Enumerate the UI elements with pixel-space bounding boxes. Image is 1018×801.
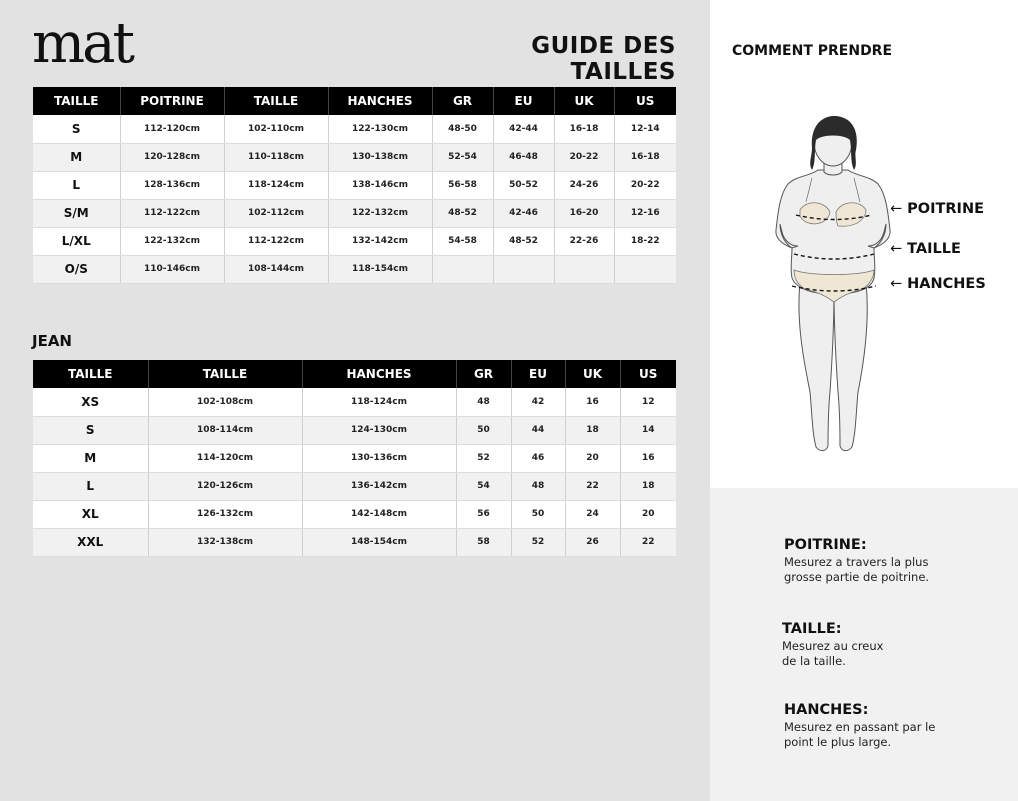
measurement-cell: 108-114cm [148,416,302,444]
measurement-cell: 120-128cm [120,143,224,171]
measurement-cell: 50 [511,500,565,528]
measurement-cell: 110-118cm [224,143,328,171]
column-header: EU [511,360,565,388]
measurement-cell: 24-26 [554,171,614,199]
measurement-cell: 136-142cm [302,472,456,500]
callout-taille [890,241,961,257]
measurement-cell: 16-18 [554,115,614,143]
measurement-cell: 52-54 [432,143,493,171]
measurement-cell: 50-52 [493,171,554,199]
measurement-cell: 130-138cm [328,143,432,171]
measurement-cell: 16-18 [614,143,676,171]
callout-label: TAILLE [907,241,961,257]
measurement-cell: 52 [511,528,565,556]
tip-text: Mesurez a travers la plus grosse partie de poitrine. [784,555,930,584]
column-header: US [614,87,676,115]
measurement-cell: 20-22 [614,171,676,199]
callout-label: POITRINE [907,201,984,217]
measurement-cell: 110-146cm [120,255,224,283]
jean-section-heading: JEAN [32,332,72,350]
jean-table-header-row [33,360,676,388]
jean-size-row [33,472,676,500]
column-header: GR [432,87,493,115]
size-label-cell: XXL [33,528,148,556]
measurement-cell: 128-136cm [120,171,224,199]
measurement-cell: 122-132cm [328,199,432,227]
column-header: HANCHES [328,87,432,115]
size-row [33,255,676,283]
how-to-measure-title: COMMENT PRENDRE [732,43,893,59]
measurement-cell: 18 [620,472,676,500]
measurement-cell: 48-52 [432,199,493,227]
measurement-cell: 118-154cm [328,255,432,283]
measurement-cell: 112-120cm [120,115,224,143]
tip-poitrine [784,537,1004,585]
measurement-cell: 12-16 [614,199,676,227]
size-label-cell: O/S [33,255,120,283]
measurement-cell [554,255,614,283]
measurement-cell: 118-124cm [224,171,328,199]
measurement-cell: 130-136cm [302,444,456,472]
measurement-cell: 14 [620,416,676,444]
column-header: TAILLE [33,360,148,388]
measurement-cell: 26 [565,528,620,556]
jean-size-table [33,360,676,557]
size-label-cell: M [33,143,120,171]
size-label-cell: L [33,171,120,199]
measurement-cell: 48 [456,388,511,416]
measurement-cell: 16-20 [554,199,614,227]
measurement-cell: 54-58 [432,227,493,255]
measurement-cell: 18 [565,416,620,444]
measurement-cell: 148-154cm [302,528,456,556]
column-header: TAILLE [33,87,120,115]
size-row [33,199,676,227]
column-header: UK [565,360,620,388]
measurement-cell: 20 [565,444,620,472]
column-header: HANCHES [302,360,456,388]
measurement-cell: 138-146cm [328,171,432,199]
measurement-cell: 54 [456,472,511,500]
measurement-cell: 12 [620,388,676,416]
size-table [33,87,676,284]
size-row [33,115,676,143]
tip-hanches [784,702,1004,750]
measurement-cell: 102-112cm [224,199,328,227]
measurement-cell [432,255,493,283]
measurement-cell: 56-58 [432,171,493,199]
measurement-cell: 124-130cm [302,416,456,444]
measurement-cell: 46 [511,444,565,472]
measurement-cell: 42 [511,388,565,416]
measurement-cell: 50 [456,416,511,444]
tip-label: TAILLE: [782,621,842,637]
size-table-header-row [33,87,676,115]
measurement-cell: 142-148cm [302,500,456,528]
measurement-cell: 122-130cm [328,115,432,143]
jean-size-row [33,416,676,444]
measurement-cell [614,255,676,283]
measurement-cell: 22 [565,472,620,500]
jean-size-row [33,528,676,556]
measurement-cell: 12-14 [614,115,676,143]
size-row [33,143,676,171]
measurement-cell: 52 [456,444,511,472]
measurement-cell: 58 [456,528,511,556]
measurement-cell: 42-44 [493,115,554,143]
measurement-cell: 18-22 [614,227,676,255]
measurement-cell: 56 [456,500,511,528]
body-figure-illustration [770,112,903,462]
brand-logo: mat [32,11,132,76]
size-label-cell: XL [33,500,148,528]
size-label-cell: S [33,416,148,444]
measurement-cell: 48 [511,472,565,500]
callout-label: HANCHES [907,276,986,292]
size-label-cell: L/XL [33,227,120,255]
size-label-cell: S [33,115,120,143]
tip-text: Mesurez au creux de la taille. [782,639,884,668]
measurement-cell: 16 [620,444,676,472]
measurement-cell: 120-126cm [148,472,302,500]
callout-poitrine [890,201,984,217]
measurement-cell [493,255,554,283]
measurement-cell: 22 [620,528,676,556]
measurement-cell: 118-124cm [302,388,456,416]
column-header: GR [456,360,511,388]
column-header: US [620,360,676,388]
size-row [33,227,676,255]
jean-size-row [33,500,676,528]
measurement-cell: 16 [565,388,620,416]
size-label-cell: L [33,472,148,500]
measurement-cell: 108-144cm [224,255,328,283]
tip-label: HANCHES: [784,702,869,718]
jean-size-row [33,444,676,472]
measurement-cell: 48-50 [432,115,493,143]
left-arrow-icon: ← [890,201,903,217]
measurement-cell: 20 [620,500,676,528]
jean-size-row [33,388,676,416]
size-row [33,171,676,199]
measurement-cell: 42-46 [493,199,554,227]
size-label-cell: M [33,444,148,472]
measurement-cell: 122-132cm [120,227,224,255]
measurement-cell: 22-26 [554,227,614,255]
measurement-cell: 102-108cm [148,388,302,416]
size-label-cell: S/M [33,199,120,227]
page-title: GUIDE DES TAILLES [531,33,676,85]
tip-label: POITRINE: [784,537,867,553]
size-label-cell: XS [33,388,148,416]
measurement-cell: 112-122cm [224,227,328,255]
measurement-cell: 24 [565,500,620,528]
tip-taille [782,621,1002,669]
column-header: UK [554,87,614,115]
measurement-cell: 20-22 [554,143,614,171]
measurement-cell: 46-48 [493,143,554,171]
left-arrow-icon: ← [890,241,903,257]
left-arrow-icon: ← [890,276,903,292]
measurement-cell: 112-122cm [120,199,224,227]
measurement-cell: 126-132cm [148,500,302,528]
measurement-cell: 48-52 [493,227,554,255]
measurement-cell: 114-120cm [148,444,302,472]
column-header: TAILLE [148,360,302,388]
measurement-cell: 132-142cm [328,227,432,255]
measurement-cell: 132-138cm [148,528,302,556]
column-header: POITRINE [120,87,224,115]
tip-text: Mesurez en passant par le point le plus large. [784,720,936,749]
callout-hanches [890,276,986,292]
column-header: EU [493,87,554,115]
measurement-cell: 102-110cm [224,115,328,143]
column-header: TAILLE [224,87,328,115]
measurement-cell: 44 [511,416,565,444]
